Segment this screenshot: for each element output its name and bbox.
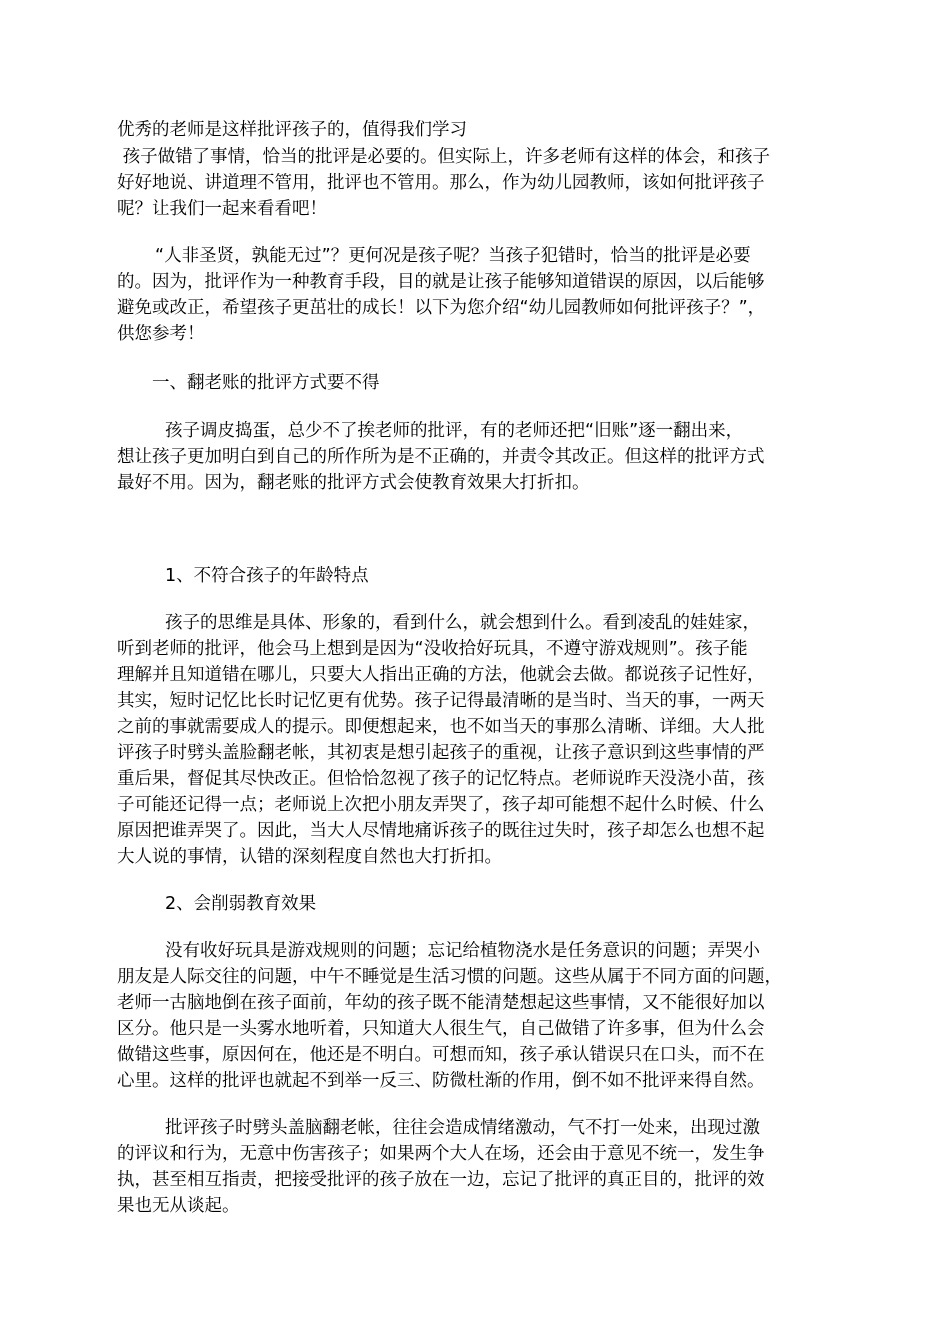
paragraph-3-line-3: 理解并且知道错在哪儿，只要大人指出正确的方法，他就会去做。都说孩子记性好， bbox=[117, 665, 765, 685]
paragraph-4-line-5: 做错这些事，原因何在，他还是不明白。可想而知，孩子承认错误只在口头，而不在 bbox=[117, 1045, 765, 1065]
paragraph-4-line-6: 心里。这样的批评也就起不到举一反三、防微杜渐的作用，倒不如不批评来得自然。 bbox=[117, 1071, 765, 1091]
paragraph-2-line-3: 最好不用。因为，翻老账的批评方式会使教育效果大打折扣。 bbox=[117, 473, 590, 493]
intro-line-2: 好好地说、讲道理不管用，批评也不管用。那么，作为幼儿园教师，该如何批评孩子 bbox=[117, 173, 765, 193]
paragraph-1-line-1: “人非圣贤，孰能无过”？更何况是孩子呢？当孩子犯错时，恰当的批评是必要 bbox=[155, 246, 751, 266]
intro-line-3: 呢？让我们一起来看看吧！ bbox=[117, 199, 327, 219]
paragraph-3-line-10: 大人说的事情，认错的深刻程度自然也大打折扣。 bbox=[117, 847, 502, 867]
paragraph-3-line-1: 孩子的思维是具体、形象的，看到什么，就会想到什么。看到凌乱的娃娃家， bbox=[165, 613, 760, 633]
section-heading-1: 一、翻老账的批评方式要不得 bbox=[152, 373, 380, 393]
paragraph-2-line-1: 孩子调皮捣蛋，总少不了挨老师的批评，有的老师还把“旧账”逐一翻出来， bbox=[165, 421, 744, 441]
intro-line-1: 孩子做错了事情，恰当的批评是必要的。但实际上，许多老师有这样的体会，和孩子 bbox=[117, 147, 771, 167]
paragraph-4-line-1: 没有收好玩具是游戏规则的问题；忘记给植物浇水是任务意识的问题；弄哭小 bbox=[165, 941, 760, 961]
paragraph-3-line-8: 子可能还记得一点；老师说上次把小朋友弄哭了，孩子却可能想不起什么时候、什么 bbox=[117, 795, 765, 815]
subheading-1: 1、不符合孩子的年龄特点 bbox=[165, 566, 369, 586]
paragraph-3-line-4: 其实，短时记忆比长时记忆更有优势。孩子记得最清晰的是当时、当天的事，一两天 bbox=[117, 691, 765, 711]
paragraph-4-line-4: 区分。他只是一头雾水地听着，只知道大人很生气，自己做错了许多事，但为什么会 bbox=[117, 1019, 765, 1039]
paragraph-3-line-6: 评孩子时劈头盖脸翻老帐，其初衷是想引起孩子的重视，让孩子意识到这些事情的严 bbox=[117, 743, 765, 763]
paragraph-5-line-2: 的评议和行为，无意中伤害孩子；如果两个大人在场，还会由于意见不统一，发生争 bbox=[117, 1144, 765, 1164]
paragraph-5-line-3: 执，甚至相互指责，把接受批评的孩子放在一边，忘记了批评的真正目的，批评的效 bbox=[117, 1170, 765, 1190]
paragraph-4-line-2: 朋友是人际交往的问题，中午不睡觉是生活习惯的问题。这些从属于不同方面的问题， bbox=[117, 967, 782, 987]
paragraph-3-line-5: 之前的事就需要成人的提示。即便想起来，也不如当天的事那么清晰、详细。大人批 bbox=[117, 717, 765, 737]
paragraph-5-line-4: 果也无从谈起。 bbox=[117, 1196, 240, 1216]
paragraph-1-line-4: 供您参考！ bbox=[117, 324, 205, 344]
paragraph-1-line-2: 的。因为，批评作为一种教育手段，目的就是让孩子能够知道错误的原因，以后能够 bbox=[117, 272, 765, 292]
subheading-2: 2、会削弱教育效果 bbox=[165, 894, 317, 914]
paragraph-4-line-3: 老师一古脑地倒在孩子面前，年幼的孩子既不能清楚想起这些事情，又不能很好加以 bbox=[117, 993, 765, 1013]
paragraph-3-line-9: 原因把谁弄哭了。因此，当大人尽情地痛诉孩子的既往过失时，孩子却怎么也想不起 bbox=[117, 821, 765, 841]
paragraph-3-line-2: 听到老师的批评，他会马上想到是因为“没收拾好玩具，不遵守游戏规则”。孩子能 bbox=[117, 639, 748, 659]
paragraph-3-line-7: 重后果，督促其尽快改正。但恰恰忽视了孩子的记忆特点。老师说昨天没浇小苗，孩 bbox=[117, 769, 765, 789]
paragraph-5-line-1: 批评孩子时劈头盖脑翻老帐，往往会造成情绪激动，气不打一处来，出现过激 bbox=[165, 1118, 760, 1138]
paragraph-2-line-2: 想让孩子更加明白到自己的所作所为是不正确的，并责令其改正。但这样的批评方式 bbox=[117, 447, 765, 467]
paragraph-1-line-3: 避免或改正，希望孩子更茁壮的成长！以下为您介绍“幼儿园教师如何批评孩子？”， bbox=[117, 298, 766, 318]
document-title: 优秀的老师是这样批评孩子的，值得我们学习 bbox=[117, 120, 467, 140]
